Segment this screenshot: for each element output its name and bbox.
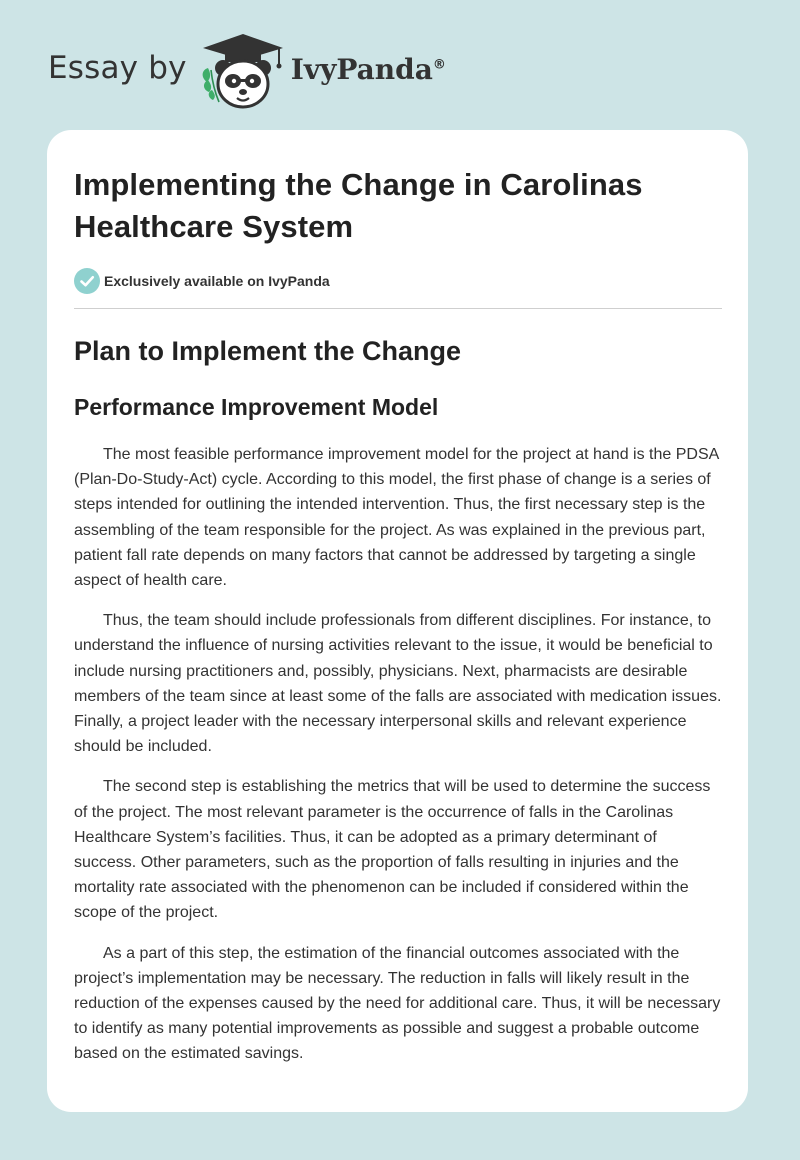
brand-prefix: Essay by	[48, 50, 187, 86]
check-circle-icon	[74, 268, 100, 294]
body-paragraph: The second step is establishing the metrics that will be used to determine the success of the project. The most relevant parameter is the occurrence of falls in the Carolinas Healthcare System’s facilities. Thus, it can be adopted as a primary determinant of success. Other parameters, such as the proportion of falls resulting in injuries and the mortality rate associated with the phenomenon can be included if considered within the scope of the project.	[74, 778, 711, 922]
essay-title: Implementing the Change in Carolinas Healthcare System	[74, 167, 643, 244]
body-paragraph: As a part of this step, the estimation of the financial outcomes associated with the project’s implementation may be necessary. The reduction in falls will likely result in the reduction of the expenses caused by the need for additional care. Thus, it will be necessary to identify as many potential improvements as possible and suggest a probable outcome based on the estimated savings.	[74, 944, 721, 1063]
registered-mark: ®	[432, 57, 446, 73]
exclusive-badge-text: Exclusively available on IvyPanda	[104, 273, 330, 289]
title-divider	[74, 308, 722, 309]
brand-name: IvyPanda®	[290, 52, 446, 86]
essay-card	[47, 130, 748, 1112]
section-heading: Plan to Implement the Change	[74, 336, 462, 366]
body-paragraph: The most feasible performance improvement model for the project at hand is the PDSA (Plan-Do-Study-Act) cycle. According to this model, the first phase of change is a series of steps intended for outlining the intended intervention. Thus, the first necessary step is the assembling of the team responsible for the project. As was explained in the previous part, patient fall rate depends on many factors that cannot be addressed by targeting a single aspect of health care.	[74, 446, 719, 590]
brand-header[interactable]	[48, 30, 446, 110]
body-paragraph: Thus, the team should include professionals from different disciplines. For instance, to understand the influence of nursing activities relevant to the issue, it would be beneficial to include nursing practitioners and, possibly, physicians. Next, pharmacists are desirable members of the team since at least some of the falls are associated with medication issues. Finally, a project leader with the necessary interpersonal skills and relevant experience should be included.	[74, 612, 722, 756]
subsection-heading: Performance Improvement Model	[74, 394, 439, 420]
exclusive-badge	[74, 268, 722, 294]
panda-graduation-cap-icon	[199, 30, 287, 110]
